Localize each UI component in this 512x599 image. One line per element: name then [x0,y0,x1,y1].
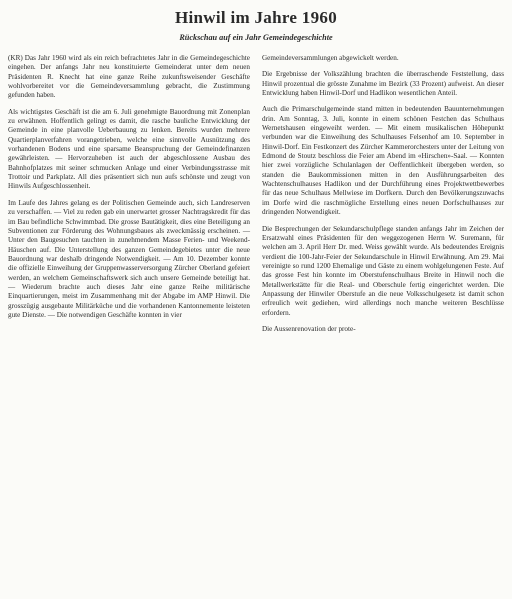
paragraph: Die Aussenrenovation der prote- [262,324,356,333]
article-columns [8,54,504,334]
paragraph: Im Laufe des Jahres gelang es der Politischen Gemeinde auch, sich Landreserven zu verschaffen. — Viel zu reden gab ein unerwartet grosser Nachtragskredit für das im Bau befindliche Schwimmbad. Die grosse Bautätigkeit, dies eine Beteiligung an Subventionen zur Förderung des Wohnungsbaues als zweckmässig erscheinen. — Unter den Baugesuchen tauchten in zunehmendem Masse Ferien- und Weekend-Häuschen auf. Die Unterstellung des ganzen Gemeindegebietes unter die neue Bauordnung war deshalb dringende Notwendigkeit. — Am 10. Dezember konnte die offizielle Einweihung der Gruppenwasserversorgung Zürcher Oberland gefeiert werden, an welchem Gemeinschaftswerk sich auch unsere Gemeinde beteiligt hat. — Wiederum brachte auch dieses Jahr eine ganze Reihe militärische Einquartierungen, meist im Zusammenhang mit der Abgabe im AMP Hinwil. Die grosszügig ausgebaute Militärküche und die vorhandenen Kantonnemente leisteten gute Dienste. — Die notwendigen Geschäfte konnten in vier [8,198,250,319]
paragraph: (KR) Das Jahr 1960 wird als ein reich befrachtetes Jahr in die Gemeindegeschichte eingehen. Der anfangs Jahr neu konstituierte Gemeinderat unter dem neuen Präsidenten R. Knecht hat eine ganze Reihe zukunftsweisender Geschäfte wohlvorbereitet vor die Gemeindeversammlung gebracht, die Zustimmung gefunden haben. [8,54,250,100]
paragraph: Die Besprechungen der Sekundarschulpflege standen anfangs Jahr im Zeichen der Ersatzwahl eines Präsidenten für den weggezogenen Herrn W. Suremann, für welchen am 3. April Herr Dr. med. Weiss gewählt wurde. Als bedeutendes Ereignis verdient die 100-Jahr-Feier der Sekundarschule in Hinwil Erwähnung. Am 29. Mai vereinigte so rund 1200 Ehemalige und Gäste zu einem wohlgelungenen Feste. Auf das grosse Fest hin konnte im Oberstufenschulhaus Breite in Hinwil noch die Metallwerkstätte für die Real- und Oberschule fertig eingerichtet werden. Die Anpassung der Hinwiler Oberstufe an die neue Volksschulgesetz ist damit schon erfreulich weit gediehen, wird allerdings noch manche weiteren Beschlüsse erfordern. [262,224,504,317]
left-column [8,54,250,334]
right-column [262,54,504,334]
article-subtitle: Rückschau auf ein Jahr Gemeindegeschichte [179,33,333,42]
article-title: Hinwil im Jahre 1960 [175,8,337,27]
paragraph: Auch die Primarschulgemeinde stand mitten in bedeutenden Bauunternehmungen drin. Am Sonntag, 3. Juli, konnte in einem schönen Festchen das Schulhaus Wernetshausen eingeweiht werden. — Mit einem musikalischen Höhepunkt verbunden war die Einweihung des Schulhauses Felsenhof am 10. September in Hinwil-Dorf. Ein Festkonzert des Zürcher Kammerorchesters unter der Leitung von Edmond de Stoutz beschloss die Feier am Abend im «Hirschen»-Saal. — Konnten hier zwei vorzügliche Schulanlagen der Oeffentlichkeit übergeben werden, so standen die Baukommissionen mitten in den Ausführungsarbeiten des Wachtenschulhauses Hadlikon und der Durchführung eines Projektwettbewerbes für das neue Schulhaus Mellwiese im Dorfkern. Durch den Bevölkerungszuwachs im Dorfe wird die raschmögliche Erstellung eines neuen Dorfschulhauses zur dringenden Notwendigkeit. [262,105,504,217]
paragraph: Gemeindeversammlungen abgewickelt werden. [262,54,399,62]
paragraph: Als wichtigstes Geschäft ist die am 6. Juli genehmigte Bauordnung mit Zonenplan zu erwähnen. Hoffentlich gelingt es damit, die rasche bauliche Entwicklung der Gemeinde in eine planvolle Ueberbauung zu lenken. Bereits wurden mehrere Quartierplanverfahren vorangetrieben, welche eine sinnvolle Ausnützung des vorhandenen Bodens und eine sparsame Beanspruchung der Gemeindefinanzen gewährleisten. — Hervorzuheben ist auch der abgeschlossene Ausbau des Bahnhofplatzes mit seiner schmucken Anlage und einer Verbindungsstrasse mit Trottoir und Parkplatz. All dies präsentiert sich nun aufs schönste und zeugt von Hinwils Aufgeschlossenheit. [8,107,250,191]
paragraph: Die Ergebnisse der Volkszählung brachten die überraschende Feststellung, dass Hinwil prozentual die grösste Zunahme im Bezirk (33 Prozent) aufweist. An dieser Entwicklung haben Hinwil-Dorf und Hadlikon wesentlichen Anteil. [262,70,504,98]
